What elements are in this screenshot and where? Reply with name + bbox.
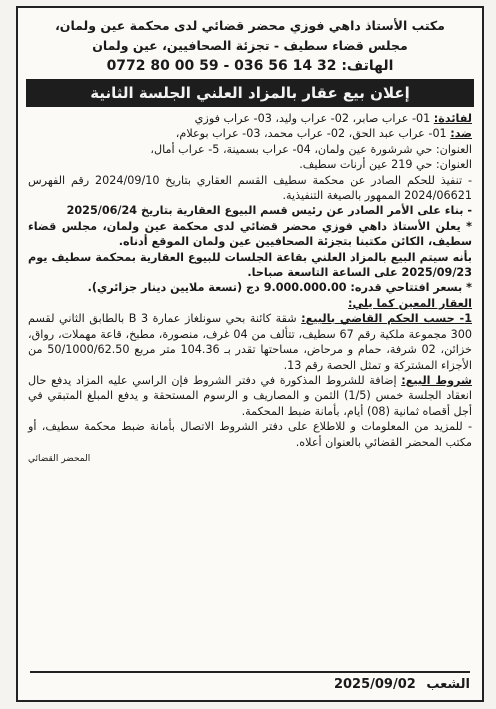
office-header xyxy=(18,16,482,77)
announcement-page xyxy=(16,6,484,702)
office-phones xyxy=(18,55,482,77)
order-text: - بناء على الأمر الصادر عن رئيس قسم البيوع العقارية بتاريخ 2025/06/24 xyxy=(66,204,472,218)
newspaper-name: الشعب xyxy=(426,677,470,692)
signature: المحضر القضائي xyxy=(28,453,91,464)
address-line-1: العنوان: حي شرشورة عين ولمان، 04- عراب بسمينة، 5- عراب أمال، xyxy=(150,142,472,156)
property-desc-lead: 1- حسب الحكم القاضي بالبيع: xyxy=(301,312,472,326)
conditions-paragraph xyxy=(28,373,472,419)
signature-row xyxy=(28,452,472,467)
phone-label: الهاتف: xyxy=(341,58,394,74)
property-desc xyxy=(28,311,472,373)
debtors-label: ضد: xyxy=(450,127,472,141)
property-desc-text: شقة كائنة بحي سونلغاز عمارة 3 B بالطابق الثاني لقسم 300 مجموعة ملكية رقم 67 سطيف، تتألف من 04 غرف، منصورة، مطبخ، قاعة مهملات، رواق، خزائن، 02 شرفة، حمام و مرحاض، مساحتها تقدر بـ 104.36 متر مربع 50/1000/62.50 من الأجزاء المشتركة و تمثل الحصة رقم 13. xyxy=(28,312,472,372)
debtors-names: 01- عراب عبد الحق، 02- عراب محمد، 03- عراب بوعلام، xyxy=(175,127,447,141)
session-text: بأنه سيتم البيع بالمزاد العلني بقاعة الجلسات للبيوع العقارية بمحكمة سطيف يوم 2025/09/23 على الساعة التاسعة صباحا. xyxy=(28,250,472,280)
price-text: * بسعر افتتاحي قدره: 9.000.000.00 دج (تسعة ملايين دينار جزائري). xyxy=(87,281,472,295)
more-info-text: - للمزيد من المعلومات و للاطلاع على دفتر الشروط الاتصال بأمانة ضبط محكمة سطيف، أو مكتب المحضر القضائي بالعنوان أعلاه. xyxy=(28,420,472,449)
announcement-body xyxy=(18,111,482,467)
creditors-names: 01- عراب صابر، 02- عراب وليد، 03- عراب فوزي xyxy=(194,112,431,125)
creditors-line xyxy=(28,111,472,126)
announce-text: * يعلن الأستاذ داهي فوزي محضر قضائي لدى محكمة عين ولمان، مجلس قضاء سطيف، الكائن مكتبنا بتجزئة الصحافيين عين ولمان الموقع أدناه. xyxy=(28,219,472,249)
address-line-2: العنوان: حي 219 عين أرنات سطيف. xyxy=(299,158,472,172)
publication-footer xyxy=(30,671,470,692)
conditions-text: إضافة للشروط المذكورة في دفتر الشروط فإن الراسي عليه المزاد يدفع حال انعقاد الجلسة خمس (1/5) الثمن و المصاريف و الرسوم المستحقة و يدفع المبلغ المتبقي في أجل أقصاه ثمانية (08) أيام، بأمانة ضبط المحكمة. xyxy=(28,373,472,418)
publication-date: 2025/09/02 xyxy=(333,677,416,692)
office-line-2: مجلس قضاء سطيف - تجزئة الصحافيين، عين ولمان xyxy=(92,38,408,53)
property-heading: العقار المعين كما يلي: xyxy=(348,296,472,310)
debtors-line xyxy=(28,126,472,141)
conditions-label: شروط البيع: xyxy=(401,373,472,387)
office-line-1: مكتب الأستاذ داهي فوزي محضر قضائي لدى محكمة عين ولمان، xyxy=(55,18,445,33)
announcement-title: إعلان بيع عقار بالمزاد العلني الجلسة الثانية xyxy=(28,81,472,105)
phone-numbers: 0772 80 00 59 - 036 56 14 32 xyxy=(106,58,337,74)
execution-text: - تنفيذ للحكم الصادر عن محكمة سطيف القسم العقاري بتاريخ 2024/09/10 رقم الفهرس 2024/06621 الممهور بالصيغة التنفيذية. xyxy=(28,173,472,203)
creditors-label: لفائدة: xyxy=(433,112,472,125)
